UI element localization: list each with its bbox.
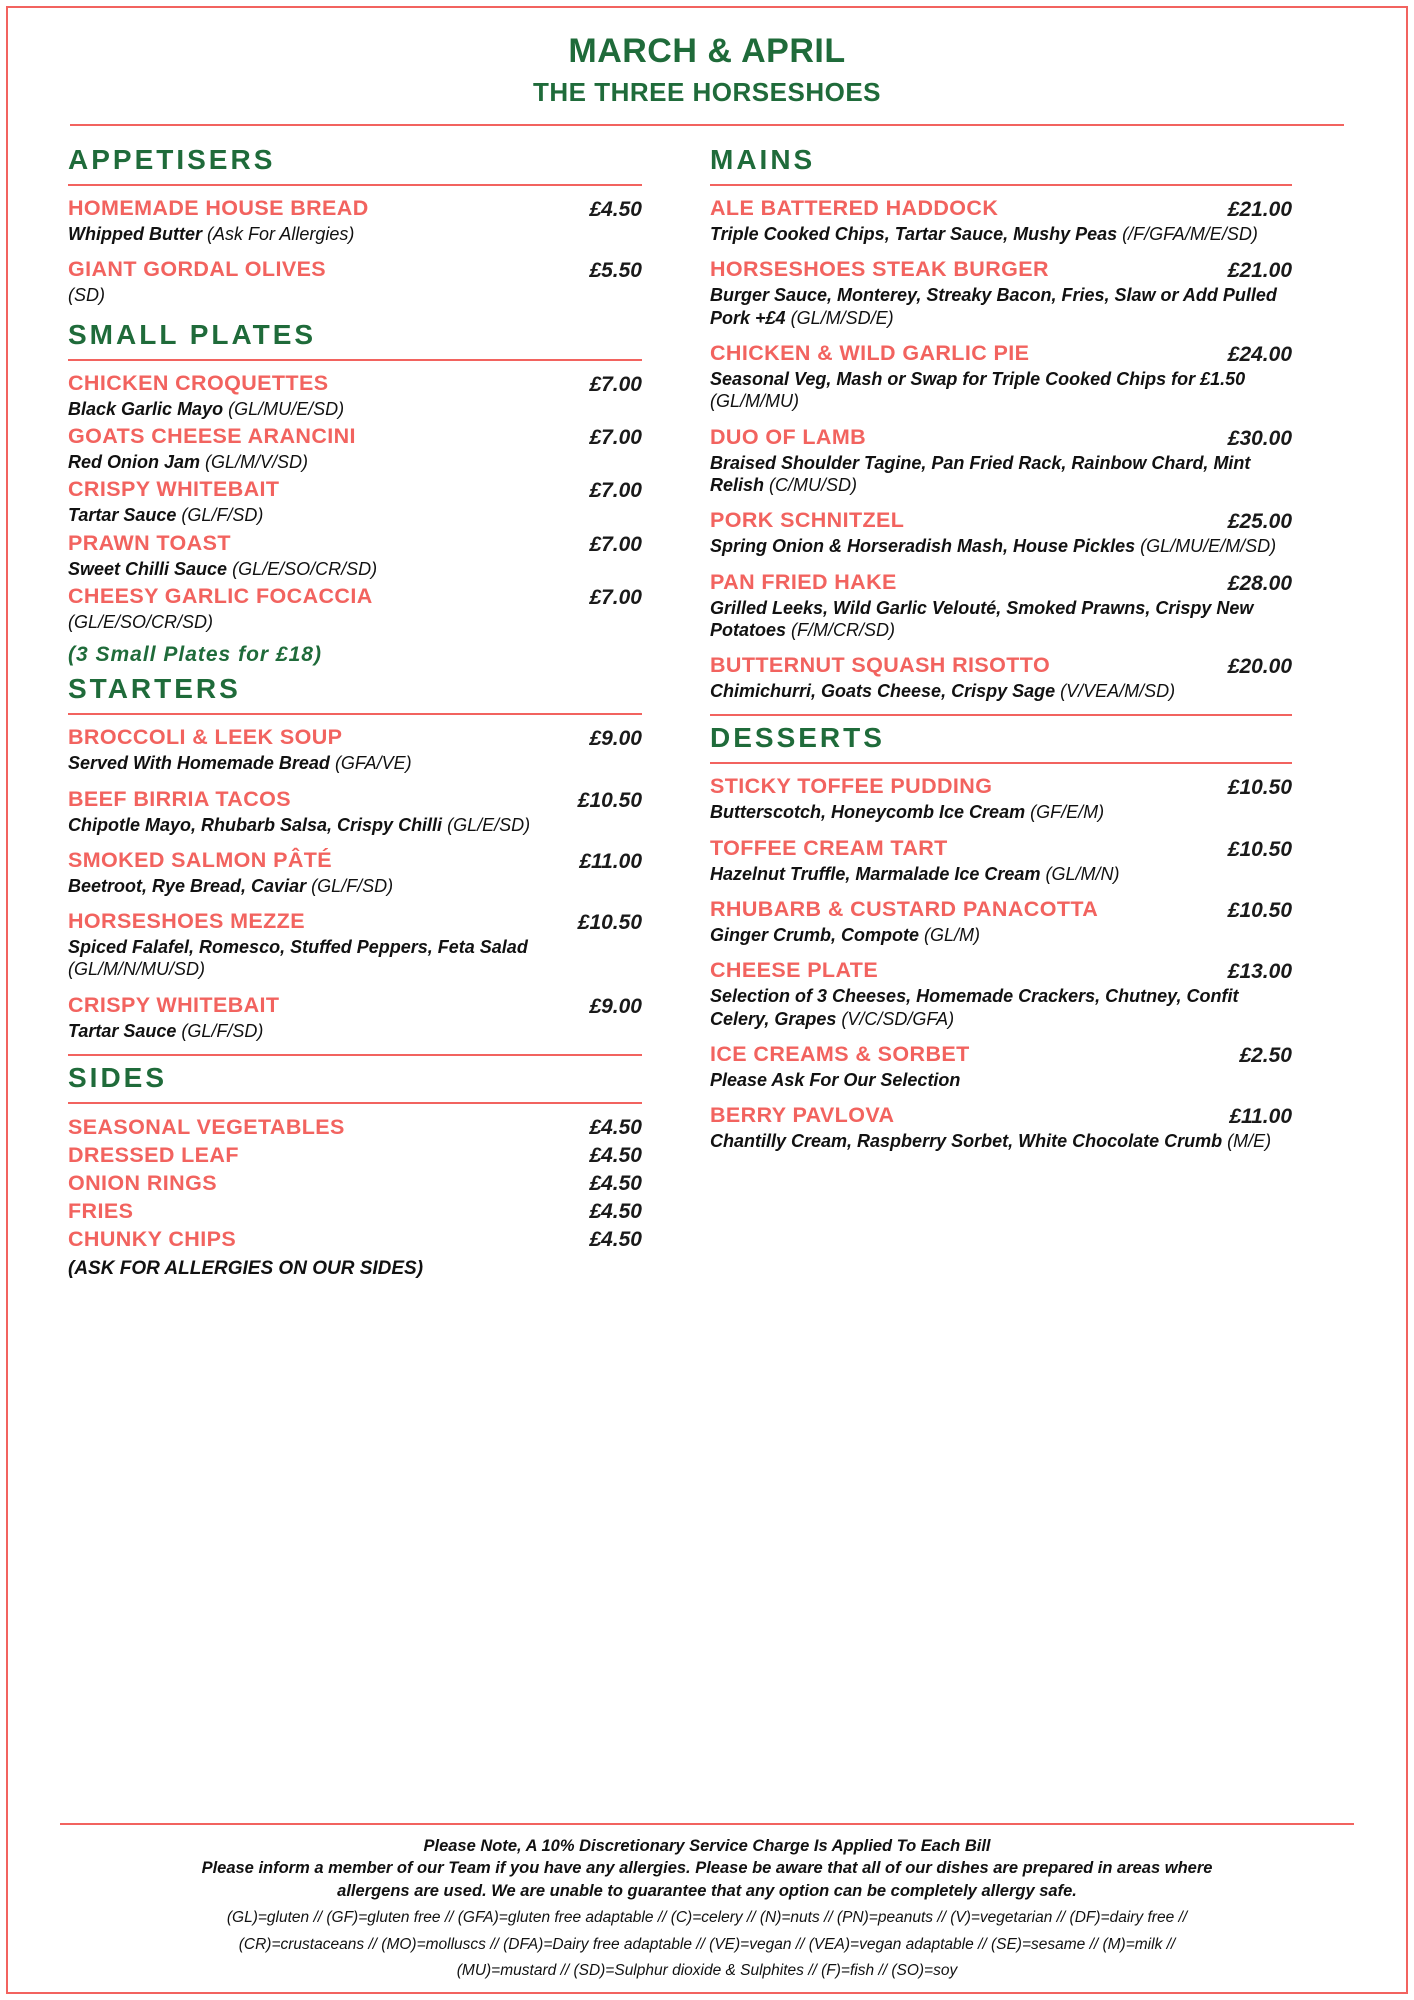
item-price: £25.00: [1227, 510, 1292, 534]
item-allergens: (M/E): [1227, 1131, 1272, 1152]
item-price: £21.00: [1227, 198, 1292, 221]
item-name: BEEF BIRRIA TACOS: [68, 786, 291, 811]
menu-item: [702, 1042, 1300, 1091]
item-price: £4.50: [589, 1200, 642, 1224]
menu-item: [702, 508, 1300, 557]
item-desc-text: Beetroot, Rye Bread, Caviar: [68, 875, 307, 896]
menu-item: [702, 653, 1300, 702]
item-description: [68, 451, 642, 473]
item-price: £5.50: [589, 259, 642, 283]
left-column: [60, 138, 650, 1280]
item-desc-text: Whipped Butter: [68, 224, 202, 244]
menu-item: [702, 570, 1300, 642]
item-price: £10.50: [1227, 776, 1292, 800]
item-desc-text: Red Onion Jam: [68, 451, 201, 472]
section-title-starters: STARTERS: [68, 673, 241, 705]
menu-item: [60, 787, 650, 836]
item-description: [68, 611, 642, 633]
item-allergens: (GL/E/SO/CR/SD): [232, 558, 378, 579]
item-price: £7.00: [589, 372, 642, 396]
item-description: [710, 680, 1292, 702]
item-description: [710, 863, 1292, 885]
item-allergens: (SD): [68, 285, 105, 306]
header-divider: [70, 124, 1344, 126]
section-divider: [68, 359, 642, 361]
section-title-sides: SIDES: [68, 1062, 168, 1094]
menu-columns: [60, 138, 1354, 1280]
item-name: HOMEMADE HOUSE BREAD: [68, 196, 369, 220]
item-price: £13.00: [1227, 960, 1292, 984]
item-price: £4.50: [589, 1228, 642, 1252]
item-description: [68, 814, 642, 836]
item-name: CHICKEN CROQUETTES: [68, 370, 329, 395]
item-description: [68, 752, 642, 774]
item-allergens: (GL/M): [924, 925, 981, 946]
item-description: [710, 1069, 1292, 1091]
item-desc-text: Butterscotch, Honeycomb Ice Cream: [710, 802, 1026, 823]
item-description: [710, 368, 1292, 413]
item-name: RHUBARB & CUSTARD PANACOTTA: [710, 897, 1099, 922]
item-price: £28.00: [1227, 571, 1292, 595]
item-name: CHEESE PLATE: [710, 958, 879, 983]
item-name: HORSESHOES STEAK BURGER: [710, 257, 1049, 282]
item-description: [710, 1130, 1292, 1152]
small-plates-offer-note: (3 Small Plates for £18): [68, 643, 322, 667]
menu-item: [702, 1103, 1300, 1152]
menu-item: [60, 848, 650, 897]
item-name: PORK SCHNITZEL: [710, 508, 905, 533]
item-name: BROCCOLI & LEEK SOUP: [68, 725, 343, 750]
section-small-plates: [60, 319, 650, 668]
item-name: PRAWN TOAST: [68, 530, 231, 555]
item-desc-text: Chipotle Mayo, Rhubarb Salsa, Crispy Chilli: [68, 814, 443, 835]
section-sides: [60, 1054, 650, 1280]
item-name: CHICKEN & WILD GARLIC PIE: [710, 340, 1030, 365]
menu-item: [702, 196, 1300, 245]
section-divider: [68, 1102, 642, 1104]
item-description: [68, 936, 642, 981]
allergen-key-line-1: (GL)=gluten // (GF)=gluten free // (GFA)=gluten free adaptable // (C)=celery // (N)=nuts // (PN)=peanuts // (V)=vegetarian // (DF)=dairy free //: [226, 1908, 1188, 1926]
item-desc-text: Chantilly Cream, Raspberry Sorbet, White Chocolate Crumb: [710, 1131, 1223, 1152]
item-price: £4.50: [589, 1116, 642, 1140]
item-description: [68, 398, 642, 420]
menu-item: [60, 196, 650, 245]
item-allergens: (V/VEA/M/SD): [1060, 681, 1176, 702]
section-title-appetisers: APPETISERS: [68, 144, 276, 175]
item-desc-text: Burger Sauce, Monterey, Streaky Bacon, Fries, Slaw or Add Pulled Pork +£4: [710, 285, 1277, 328]
item-desc-text: Selection of 3 Cheeses, Homemade Crackers, Chutney, Confit Celery, Grapes: [710, 986, 1239, 1029]
menu-item: [702, 341, 1300, 413]
allergy-note-line-1: Please inform a member of our Team if you have any allergies. Please be aware that all of our dishes are prepared in areas where: [201, 1859, 1213, 1878]
allergen-key-line-3: (MU)=mustard // (SD)=Sulphur dioxide & Sulphites // (F)=fish // (SO)=soy: [456, 1962, 958, 1980]
item-desc-text: Sweet Chilli Sauce: [68, 558, 228, 579]
item-price: £20.00: [1227, 655, 1292, 679]
item-name: CRISPY WHITEBAIT: [68, 477, 280, 502]
item-price: £7.00: [589, 585, 642, 609]
small-plates-list: [60, 371, 650, 634]
item-price: £4.50: [589, 1172, 642, 1196]
item-desc-text: Triple Cooked Chips, Tartar Sauce, Mushy Peas: [710, 224, 1118, 244]
item-desc-text: Black Garlic Mayo: [68, 398, 224, 419]
item-description: [710, 535, 1292, 557]
allergy-note-line-2: allergens are used. We are unable to guarantee that any option can be completely allergy safe.: [337, 1881, 1077, 1900]
item-price: £10.50: [1227, 899, 1292, 923]
item-desc-text: Please Ask For Our Selection: [710, 1070, 961, 1090]
item-name: ICE CREAMS & SORBET: [710, 1042, 970, 1066]
item-allergens: (GL/E/SO/CR/SD): [68, 611, 214, 632]
item-description: [68, 284, 642, 306]
item-allergens: (Ask For Allergies): [207, 224, 355, 244]
service-charge-note: Please Note, A 10% Discretionary Service Charge Is Applied To Each Bill: [423, 1837, 991, 1856]
section-title-mains: MAINS: [710, 144, 816, 175]
menu-item: [60, 1226, 650, 1252]
item-name: GIANT GORDAL OLIVES: [68, 257, 327, 282]
item-allergens: (GL/MU/E/M/SD): [1140, 536, 1277, 557]
item-desc-text: Tartar Sauce: [68, 1020, 177, 1041]
item-price: £9.00: [589, 994, 642, 1018]
item-price: £30.00: [1227, 426, 1292, 450]
item-name: GOATS CHEESE ARANCINI: [68, 423, 356, 448]
section-divider: [68, 1054, 642, 1056]
section-divider: [68, 713, 642, 715]
item-description: [68, 558, 642, 580]
item-price: £24.00: [1227, 342, 1292, 366]
item-allergens: (GL/M/N): [1045, 863, 1120, 884]
item-price: £7.00: [589, 425, 642, 449]
item-name: CHUNKY CHIPS: [68, 1227, 237, 1252]
menu-item: [60, 1170, 650, 1196]
item-name: BUTTERNUT SQUASH RISOTTO: [710, 653, 1051, 678]
item-price: £4.50: [589, 198, 642, 221]
allergen-key-line-2: (CR)=crustaceans // (MO)=molluscs // (DFA)=Dairy free adaptable // (VE)=vegan // (VEA)=vegan adaptable // (SE)=sesame // (M)=milk //: [238, 1935, 1176, 1953]
menu-item: [60, 1114, 650, 1140]
menu-item: [702, 897, 1300, 946]
section-title-desserts: DESSERTS: [710, 722, 885, 754]
item-price: £7.00: [589, 479, 642, 503]
item-description: [710, 223, 1292, 245]
sides-allergy-note: (ASK FOR ALLERGIES ON OUR SIDES): [68, 1258, 424, 1280]
page-title: MARCH & APRIL: [568, 32, 846, 70]
item-price: £10.50: [1227, 837, 1292, 861]
item-name: ALE BATTERED HADDOCK: [710, 196, 999, 220]
menu-item: [60, 909, 650, 981]
item-description: [68, 504, 642, 526]
menu-item: [60, 1198, 650, 1224]
item-price: £4.50: [589, 1144, 642, 1168]
section-divider: [710, 762, 1292, 764]
item-name: DUO OF LAMB: [710, 424, 867, 449]
page-subtitle: THE THREE HORSESHOES: [532, 77, 882, 107]
item-allergens: (GL/F/SD): [181, 1020, 264, 1041]
item-allergens: (GL/F/SD): [181, 505, 264, 526]
item-description: [68, 1020, 642, 1042]
section-title-small-plates: SMALL PLATES: [68, 318, 317, 350]
item-description: [68, 223, 642, 245]
menu-item: [60, 257, 650, 306]
item-price: £10.50: [577, 911, 642, 935]
item-allergens: (GL/M/N/MU/SD): [68, 959, 205, 980]
item-desc-text: Served With Homemade Bread: [68, 753, 330, 774]
footer: [20, 1823, 1394, 1982]
menu-item: [60, 477, 650, 526]
item-allergens: (C/MU/SD): [769, 474, 858, 495]
item-desc-text: Grilled Leeks, Wild Garlic Velouté, Smoked Prawns, Crispy New Potatoes: [710, 597, 1254, 640]
item-description: [68, 875, 642, 897]
menu-item: [702, 774, 1300, 823]
item-price: £21.00: [1227, 259, 1292, 283]
item-price: £11.00: [579, 849, 642, 873]
menu-item: [702, 836, 1300, 885]
section-divider: [710, 714, 1292, 716]
item-description: [710, 452, 1292, 497]
section-divider: [710, 184, 1292, 186]
item-name: DRESSED LEAF: [68, 1143, 239, 1168]
section-starters: [60, 673, 650, 1042]
menu-item: [60, 584, 650, 633]
item-name: PAN FRIED HAKE: [710, 569, 897, 594]
menu-item: [702, 425, 1300, 497]
item-description: [710, 801, 1292, 823]
item-price: £11.00: [1229, 1105, 1292, 1129]
section-desserts: [702, 714, 1300, 1152]
item-description: [710, 597, 1292, 642]
item-desc-text: Braised Shoulder Tagine, Pan Fried Rack, Rainbow Chard, Mint Relish: [710, 452, 1251, 495]
menu-item: [60, 424, 650, 473]
menu-item: [702, 257, 1300, 329]
item-desc-text: Tartar Sauce: [68, 505, 177, 526]
item-name: ONION RINGS: [68, 1171, 217, 1196]
item-allergens: (GL/M/SD/E): [790, 307, 894, 328]
item-price: £7.00: [589, 532, 642, 556]
footer-divider: [60, 1823, 1354, 1825]
item-desc-text: Spring Onion & Horseradish Mash, House Pickles: [710, 536, 1136, 557]
item-name: CHEESY GARLIC FOCACCIA: [68, 583, 373, 608]
item-name: SMOKED SALMON PÂTÉ: [68, 847, 333, 872]
item-allergens: (GL/M/MU): [710, 391, 799, 412]
item-description: [710, 985, 1292, 1030]
item-allergens: (F/M/CR/SD): [791, 619, 896, 640]
item-desc-text: Chimichurri, Goats Cheese, Crispy Sage: [710, 681, 1056, 702]
item-allergens: (GL/F/SD): [311, 875, 394, 896]
item-name: HORSESHOES MEZZE: [68, 909, 305, 934]
item-desc-text: Spiced Falafel, Romesco, Stuffed Peppers, Feta Salad: [68, 937, 528, 958]
item-allergens: (GL/M/V/SD): [205, 451, 309, 472]
menu-item: [60, 1142, 650, 1168]
item-price: £2.50: [1239, 1044, 1292, 1067]
menu-item: [60, 993, 650, 1042]
item-allergens: (V/C/SD/GFA): [841, 1008, 955, 1029]
section-mains: [702, 144, 1300, 702]
item-name: CRISPY WHITEBAIT: [68, 992, 280, 1017]
item-name: STICKY TOFFEE PUDDING: [710, 774, 993, 799]
item-name: TOFFEE CREAM TART: [710, 835, 948, 860]
item-name: BERRY PAVLOVA: [710, 1103, 895, 1128]
item-description: [710, 284, 1292, 329]
menu-item: [702, 958, 1300, 1030]
item-description: [710, 924, 1292, 946]
item-allergens: (GL/E/SD): [447, 814, 531, 835]
item-allergens: (GL/MU/E/SD): [228, 398, 345, 419]
menu-item: [60, 531, 650, 580]
item-allergens: (/F/GFA/M/E/SD): [1122, 224, 1258, 244]
item-name: SEASONAL VEGETABLES: [68, 1115, 345, 1140]
item-desc-text: Seasonal Veg, Mash or Swap for Triple Cooked Chips for £1.50: [710, 368, 1246, 389]
item-price: £9.00: [589, 727, 642, 751]
menu-item: [60, 371, 650, 420]
item-allergens: (GF/E/M): [1030, 802, 1105, 823]
menu-item: [60, 725, 650, 774]
sides-list: [60, 1114, 650, 1252]
right-column: [702, 138, 1300, 1165]
section-appetisers: [60, 144, 650, 307]
item-desc-text: Ginger Crumb, Compote: [710, 925, 920, 946]
section-divider: [68, 184, 642, 186]
item-allergens: (GFA/VE): [334, 753, 412, 774]
item-name: FRIES: [68, 1199, 134, 1224]
item-price: £10.50: [577, 788, 642, 812]
item-desc-text: Hazelnut Truffle, Marmalade Ice Cream: [710, 863, 1041, 884]
